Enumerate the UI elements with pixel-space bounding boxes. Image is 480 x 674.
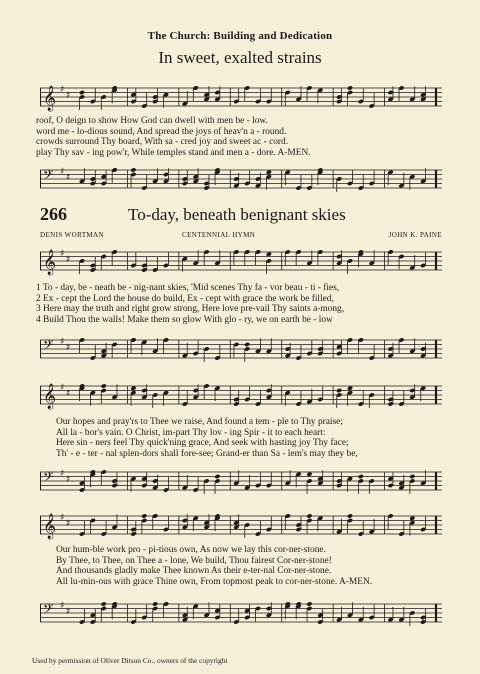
sharp-icon: ♯: [60, 513, 65, 523]
bass-clef-icon: 𝄢: [43, 469, 54, 488]
verse-line: 1 To - day, be - neath be - nig-nant skies, 'Mid scenes Thy fa - vor beau - ti - fies,: [36, 283, 340, 293]
note-head: [336, 388, 342, 393]
note-head: [152, 601, 158, 606]
verse-line: 4 Build Thou the walls! Make them so glow With glo - ry, we on earth be - low: [36, 314, 333, 325]
hymn-title: To-day, beneath benignant skies: [128, 205, 346, 224]
top-treble-staff: [40, 78, 442, 120]
sharp-icon: ♯: [66, 519, 71, 529]
note-head: [358, 474, 364, 479]
top-verses: [36, 116, 446, 158]
sharp-icon: ♯: [60, 469, 65, 479]
note-head: [347, 85, 353, 90]
verse-line: word me - lo-dious sound, And spread the joys of heav'n a - round.: [36, 126, 287, 137]
system2-treble-staff: [40, 376, 442, 416]
note-head: [214, 474, 220, 479]
note-head: [79, 90, 85, 95]
bass-clef-icon: 𝄢: [43, 601, 54, 620]
sharp-icon: ♯: [66, 343, 71, 353]
treble-clef-icon: 𝄞: [43, 384, 57, 409]
note-head: [409, 516, 415, 521]
verse-line: Th' - e - ter - nal splen-dors shall fore-see; Grand-er than Sa - lem's may they be,: [56, 448, 358, 459]
hymn-number: 266: [40, 204, 67, 224]
verse-line: By Thee, to Thee, on Thee a - lone, We build, Thou fairest Cor-ner-stone!: [56, 555, 332, 566]
section-header: The Church: Building and Dedication: [147, 30, 333, 42]
note-head: [130, 167, 136, 172]
bass-clef-icon: 𝄢: [43, 337, 54, 356]
note-head: [409, 474, 415, 479]
verse-line: And thousands gladly make Thee known As their e-ter-nal Cor-ner-stone.: [56, 566, 332, 577]
verse-line: crowds surround Thy board, With sa - cred joy and sweet ac - cord.: [36, 137, 289, 148]
system2-bass-staff: [40, 462, 442, 502]
verse-line: 3 Here may the truth and right grow strong, Here love pre-vail Thy saints a-mong,: [36, 304, 345, 315]
author: DENIS WORTMAN: [40, 231, 104, 239]
sharp-icon: ♯: [66, 91, 71, 101]
verse-line: 2 Ex - cept the Lord the house do build, Ex - cept with grace the work be filled,: [36, 293, 334, 304]
treble-clef-icon: 𝄞: [43, 250, 57, 275]
treble-clef-icon: 𝄞: [43, 86, 57, 111]
sharp-icon: ♯: [66, 389, 71, 399]
verse-line: roof, O deign to show How God can dwell with men be - low.: [36, 116, 268, 126]
note-head: [347, 386, 353, 391]
verse-line: Here sin - ners feel Thy quick'ning grace, And seek with hasting joy Thy face;: [56, 438, 349, 449]
system3-bass-staff: [40, 594, 442, 634]
sharp-icon: ♯: [60, 383, 65, 393]
note-head: [306, 601, 312, 606]
verse-line: Our hum-ble work pro - pi-tious own, As now we lay this cor-ner-stone.: [56, 545, 326, 555]
composer: JOHN K. PAINE: [388, 231, 442, 239]
verse-line: Our hopes and pray'rs to Thee we raise, And found a tem - ple to Thy praise;: [56, 417, 343, 427]
sharp-icon: ♯: [60, 601, 65, 611]
note-head: [347, 513, 353, 518]
note-head: [266, 252, 272, 257]
sharp-icon: ♯: [66, 173, 71, 183]
verse-line: All lu-min-ous with grace Thine own, From topmost peak to cor-ner-stone. A-MEN.: [56, 576, 373, 587]
sharp-icon: ♯: [66, 255, 71, 265]
sharp-icon: ♯: [60, 167, 65, 177]
sharp-icon: ♯: [60, 85, 65, 95]
note-head: [306, 513, 312, 518]
note-head: [141, 513, 147, 518]
bass-clef-icon: 𝄢: [43, 167, 54, 186]
system1-bass-staff: [40, 330, 442, 370]
note-head: [266, 170, 272, 175]
system1-treble-staff: [40, 242, 442, 282]
note-head: [101, 601, 107, 606]
copyright-footnote: Used by permission of Oliver Ditson Co., owners of the copyright: [32, 656, 228, 665]
verse-line: All la - bor's vain. O Christ, im-part Thy lov - ing Spir - it to each heart:: [56, 427, 326, 438]
note-head: [244, 342, 250, 347]
sharp-icon: ♯: [60, 337, 65, 347]
sharp-icon: ♯: [66, 607, 71, 617]
system2-verses: [56, 417, 446, 459]
sharp-icon: ♯: [60, 249, 65, 259]
system3-treble-staff: [40, 506, 442, 546]
previous-hymn-title: In sweet, exalted strains: [158, 48, 322, 67]
system1-verses: [36, 283, 446, 325]
verse-line: play Thy sav - ing pow'r, While temples stand and men a - dore. A-MEN.: [36, 147, 311, 158]
sharp-icon: ♯: [66, 475, 71, 485]
tune-name: CENTENNIAL HYMN: [182, 231, 256, 239]
note-head: [130, 386, 136, 391]
top-bass-staff: [40, 160, 442, 198]
note-head: [101, 383, 107, 388]
note-head: [306, 472, 312, 477]
treble-clef-icon: 𝄞: [43, 514, 57, 539]
system3-verses: [56, 545, 446, 587]
